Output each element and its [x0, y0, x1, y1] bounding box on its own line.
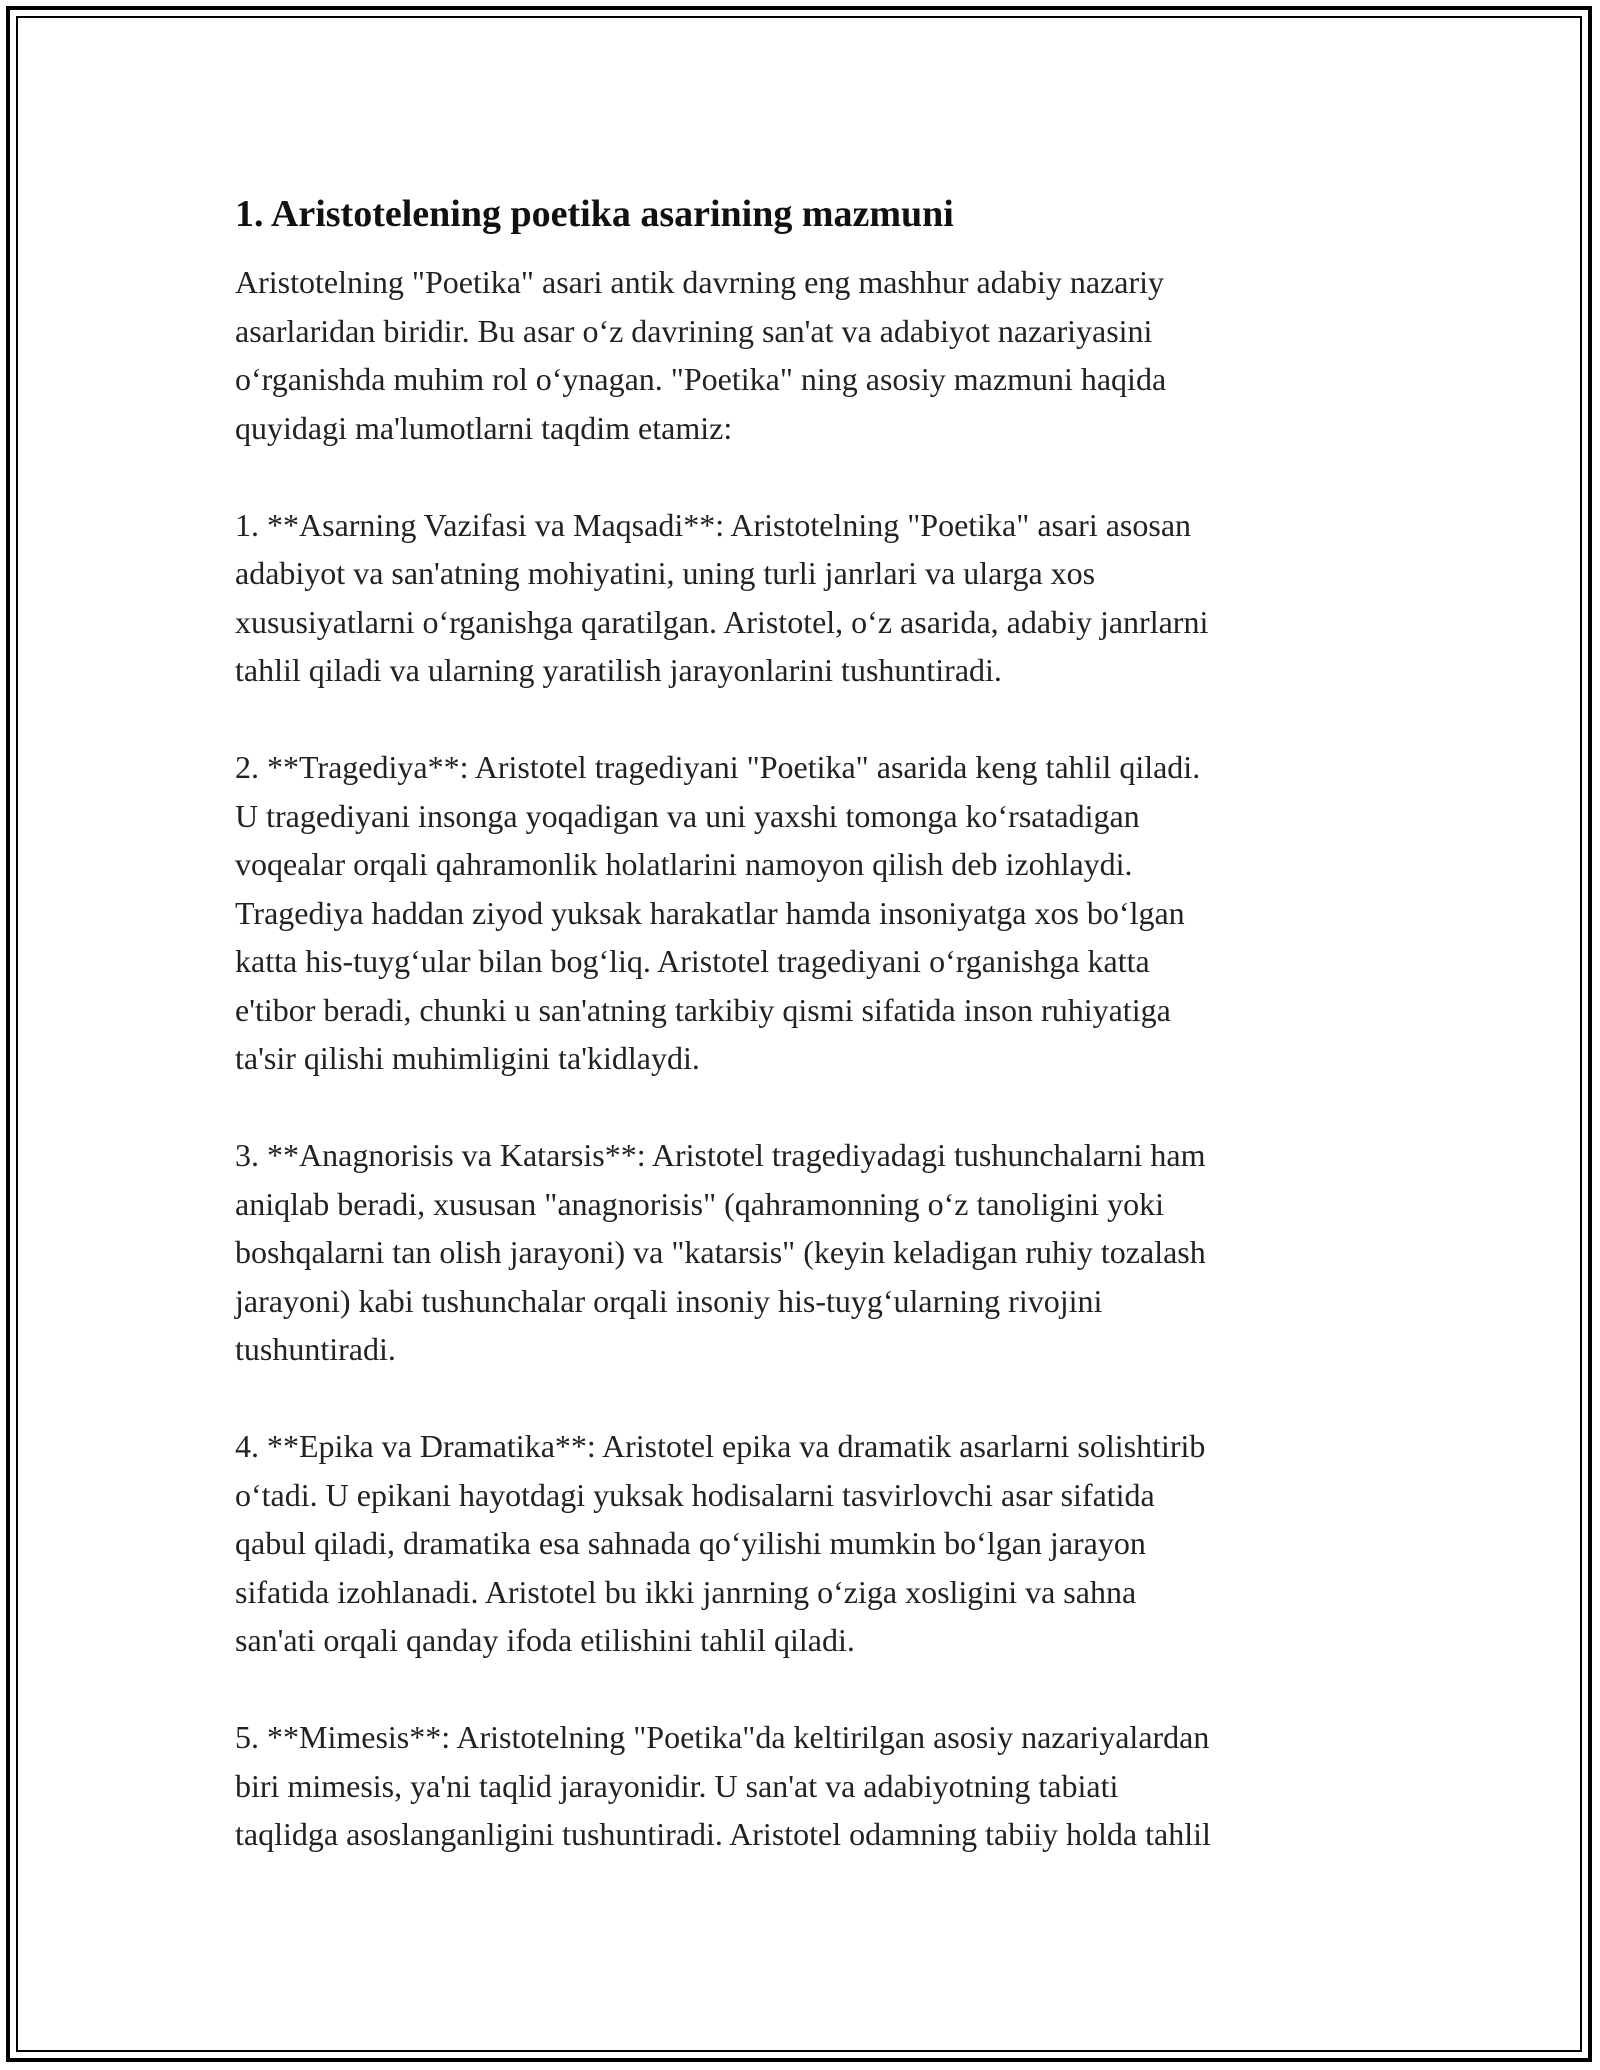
paragraph-point-5: 5. **Mimesis**: Aristotelning "Poetika"da keltirilgan asosiy nazariyalardan biri mimesis, ya'ni taqlid jarayonidir. U san'at va adabiyotning tabiati taqlidga asoslanganligini tushuntiradi. Aristotel odamning tabiiy holda tahlil: [235, 1719, 1211, 1852]
paragraph-point-2: 2. **Tragediya**: Aristotel tragediyani "Poetika" asarida keng tahlil qiladi. U tragediyani insonga yoqadigan va uni yaxshi tomonga koʻrsatadigan voqealar orqali qahramonlik holatlarini namoyon qilish deb izohlaydi. Tragediya haddan ziyod yuksak harakatlar hamda insoniyatga xos boʻlgan katta his-tuygʻular bilan bogʻliq. Aristotel tragediyani oʻrganishga katta e'tibor beradi, chunki u san'atning tarkibiy qismi sifatida inson ruhiyatiga ta'sir qilishi muhimligini ta'kidlaydi.: [235, 749, 1201, 1076]
document-page: [235, 180, 1365, 1859]
paragraph-point-3: 3. **Anagnorisis va Katarsis**: Aristotel tragediyadagi tushunchalarni ham aniqlab beradi, xususan "anagnorisis" (qahramonning oʻz tanoligini yoki boshqalarni tan olish jarayoni) va "katarsis" (keyin keladigan ruhiy tozalash jarayoni) kabi tushunchalar orqali insoniy his-tuygʻularning rivojini tushuntiradi.: [235, 1137, 1206, 1367]
document-title: 1. Aristotelening poetika asarining mazmuni: [235, 193, 954, 235]
paragraph-intro: Aristotelning "Poetika" asari antik davrning eng mashhur adabiy nazariy asarlaridan biridir. Bu asar oʻz davrining san'at va adabiyot nazariyasini oʻrganishda muhim rol oʻynagan. "Poetika" ning asosiy mazmuni haqida quyidagi ma'lumotlarni taqdim etamiz:: [235, 264, 1167, 446]
paragraph-point-1: 1. **Asarning Vazifasi va Maqsadi**: Aristotelning "Poetika" asari asosan adabiyot va san'atning mohiyatini, uning turli janrlari va ularga xos xususiyatlarni oʻrganishga qaratilgan. Aristotel, oʻz asarida, adabiy janrlarni tahlil qiladi va ularning yaratilish jarayonlarini tushuntiradi.: [235, 506, 1209, 688]
paragraph-point-4: 4. **Epika va Dramatika**: Aristotel epika va dramatik asarlarni solishtirib oʻtadi. U epikani hayotdagi yuksak hodisalarni tasvirlovchi asar sifatida qabul qiladi, dramatika esa sahnada qoʻyilishi mumkin boʻlgan jarayon sifatida izohlanadi. Aristotel bu ikki janrning oʻziga xosligini va sahna san'ati orqali qanday ifoda etilishini tahlil qiladi.: [235, 1428, 1206, 1658]
